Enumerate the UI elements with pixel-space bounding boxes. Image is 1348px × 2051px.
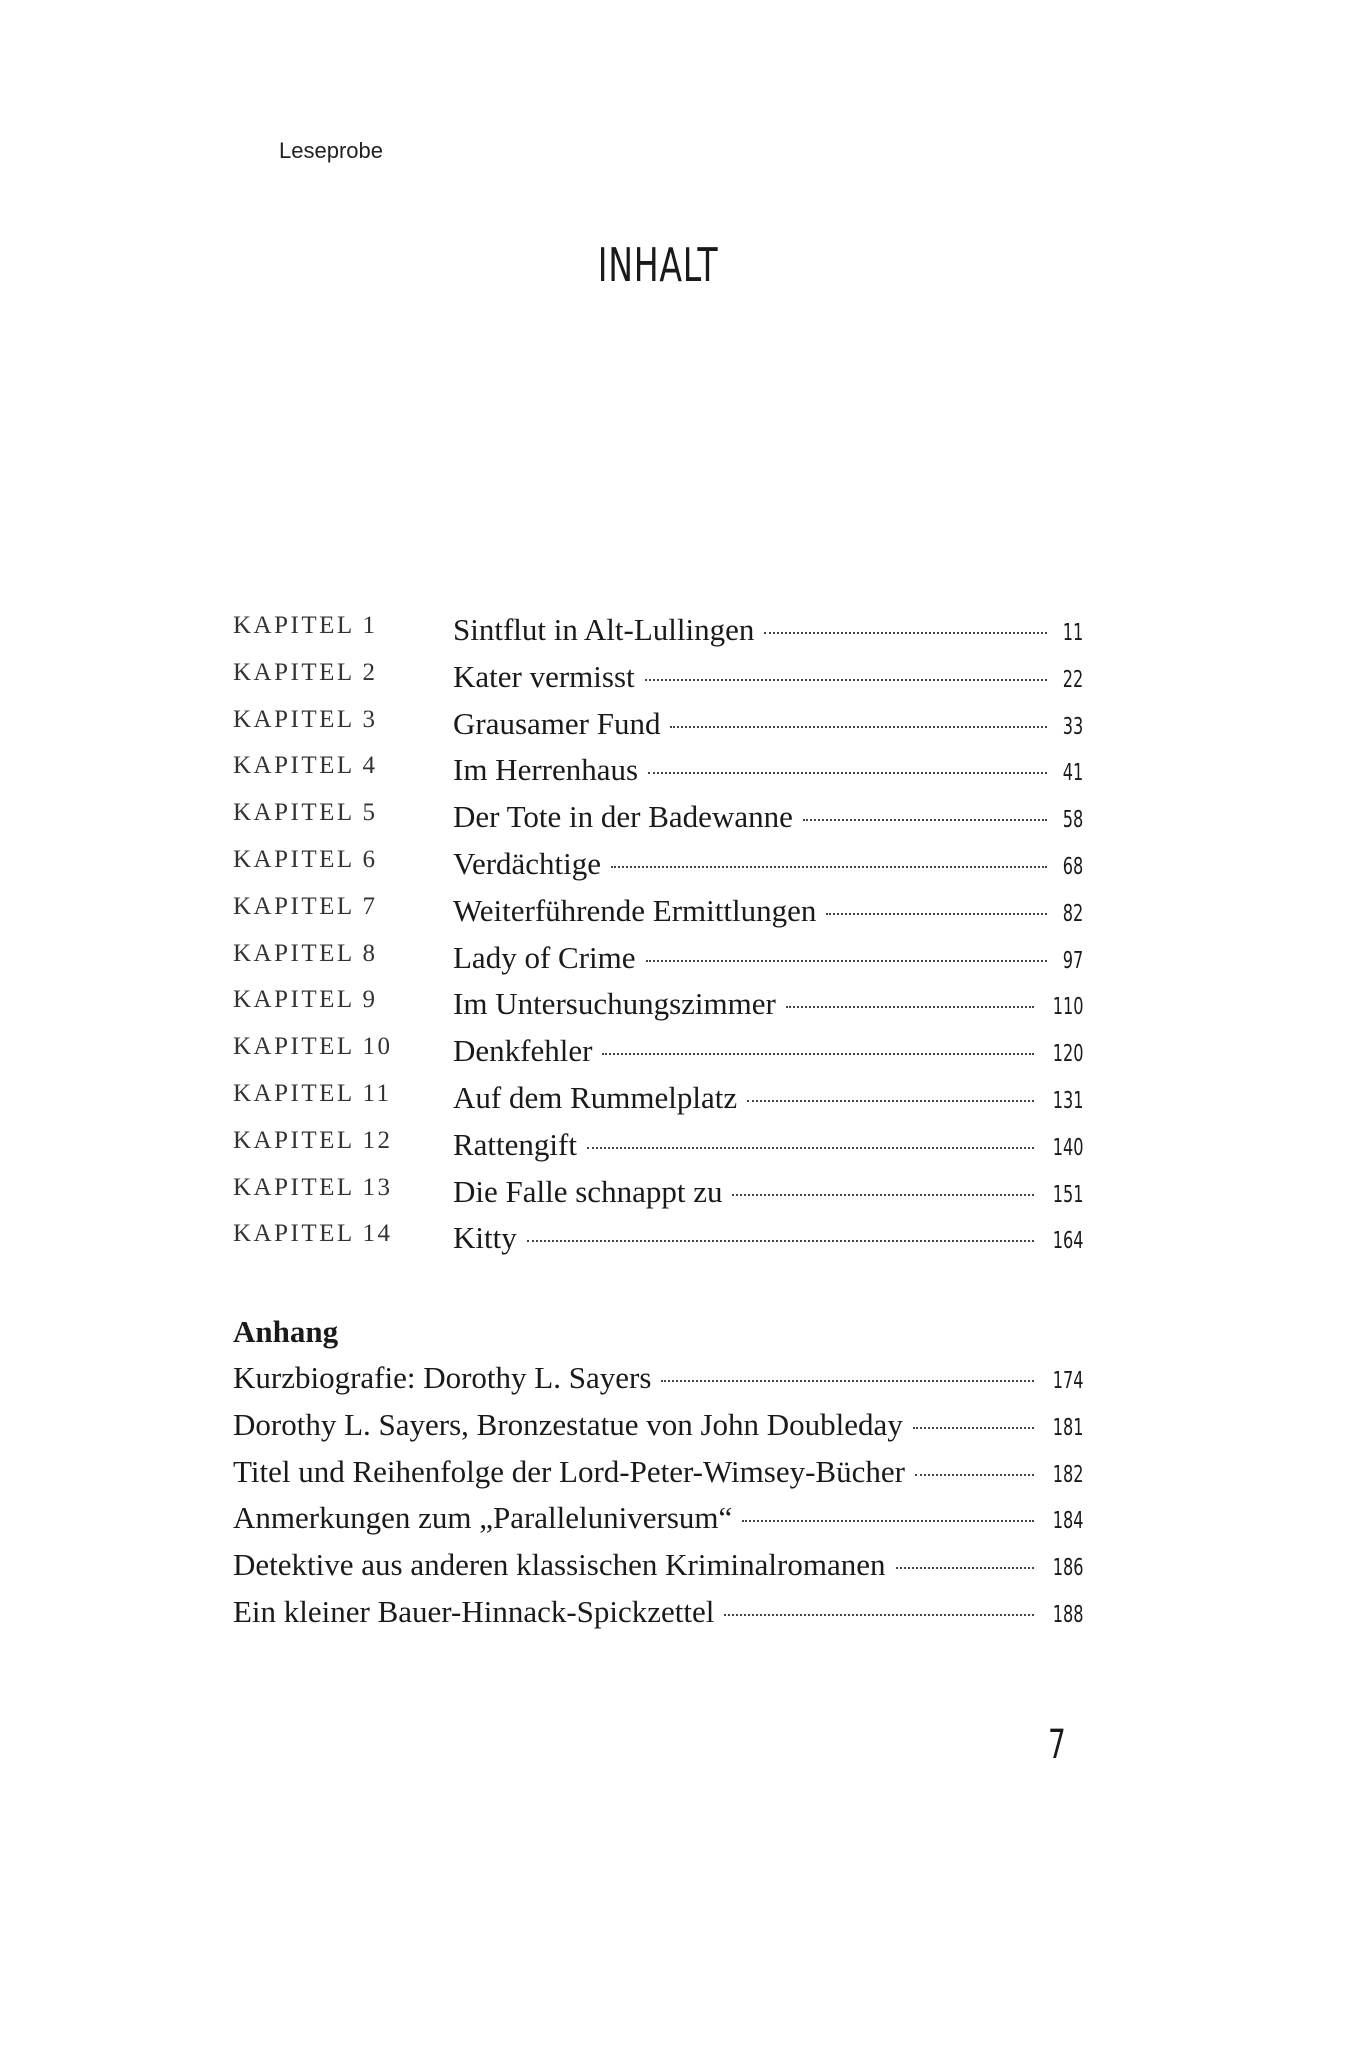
chapter-list <box>233 612 1083 1267</box>
appendix-title: Titel und Reihenfolge der Lord-Peter-Wimsey-Bücher <box>233 1453 905 1489</box>
page-ref: 68 <box>1062 853 1083 880</box>
appendix-title: Dorothy L. Sayers, Bronzestatue von John Doubleday <box>233 1406 903 1442</box>
leader-dots <box>602 1053 1033 1055</box>
page-ref: 11 <box>1062 620 1083 646</box>
leader-dots <box>826 913 1046 915</box>
page-ref: 182 <box>1052 1461 1083 1488</box>
chapter-number: KAPITEL 13 <box>233 1173 393 1201</box>
page-ref: 186 <box>1052 1555 1083 1582</box>
page-ref: 184 <box>1052 1508 1083 1535</box>
page-ref: 33 <box>1062 713 1083 740</box>
toc-row[interactable] <box>233 986 1083 1033</box>
leader-dots <box>764 632 1046 634</box>
page-ref: 188 <box>1052 1601 1083 1628</box>
page-ref: 151 <box>1052 1181 1083 1208</box>
chapter-number: KAPITEL 6 <box>233 845 378 873</box>
chapter-title: Verdächtige <box>453 845 602 881</box>
page-ref: 164 <box>1052 1228 1083 1255</box>
toc-row[interactable] <box>233 1033 1083 1080</box>
chapter-title: Lady of Crime <box>453 939 636 975</box>
chapter-number: KAPITEL 4 <box>233 752 378 780</box>
chapter-number: KAPITEL 11 <box>233 1079 392 1107</box>
toc-row[interactable] <box>233 1220 1083 1267</box>
toc-row[interactable] <box>233 1080 1083 1127</box>
appendix-row[interactable] <box>233 1454 1083 1501</box>
page-ref: 82 <box>1062 900 1083 927</box>
chapter-title: Auf dem Rummelplatz <box>453 1079 738 1115</box>
chapter-number: KAPITEL 1 <box>233 612 378 639</box>
toc-row[interactable] <box>233 612 1083 659</box>
leader-dots <box>786 1006 1034 1008</box>
chapter-number: KAPITEL 8 <box>233 939 378 967</box>
leader-dots <box>742 1520 1033 1522</box>
appendix-title: Kurzbiografie: Dorothy L. Sayers <box>233 1360 652 1395</box>
leader-dots <box>724 1614 1033 1616</box>
page-ref: 131 <box>1052 1087 1083 1114</box>
toc-row[interactable] <box>233 752 1083 799</box>
leader-dots <box>747 1100 1033 1102</box>
leader-dots <box>913 1427 1034 1429</box>
chapter-number: KAPITEL 7 <box>233 892 378 920</box>
appendix-row[interactable] <box>233 1547 1083 1594</box>
chapter-title: Der Tote in der Badewanne <box>453 799 793 835</box>
leader-dots <box>645 679 1047 681</box>
page-ref: 22 <box>1062 666 1083 693</box>
page-ref: 41 <box>1062 760 1083 787</box>
appendix-title: Anmerkungen zum „Paralleluniversum“ <box>233 1500 733 1536</box>
chapter-title: Sintflut in Alt-Lullingen <box>453 612 755 647</box>
toc-row[interactable] <box>233 893 1083 940</box>
chapter-title: Kitty <box>453 1220 517 1256</box>
chapter-title: Im Untersuchungszimmer <box>453 986 776 1022</box>
leader-dots <box>803 819 1047 821</box>
appendix-row[interactable] <box>233 1360 1083 1407</box>
leseprobe-label: Leseprobe <box>279 138 383 163</box>
chapter-number: KAPITEL 3 <box>233 705 378 733</box>
chapter-number: KAPITEL 9 <box>233 986 378 1014</box>
page-ref: 120 <box>1052 1041 1083 1068</box>
chapter-number: KAPITEL 14 <box>233 1220 393 1248</box>
chapter-title: Die Falle schnappt zu <box>453 1173 723 1209</box>
page-ref: 110 <box>1052 994 1083 1021</box>
appendix-title: Detektive aus anderen klassischen Kriminalromanen <box>233 1547 886 1583</box>
page-number: 7 <box>1048 1722 1066 1768</box>
leader-dots <box>648 772 1047 774</box>
appendix-row[interactable] <box>233 1594 1083 1641</box>
page-ref: 181 <box>1052 1414 1083 1441</box>
leader-dots <box>896 1567 1034 1569</box>
toc-row[interactable] <box>233 706 1083 753</box>
appendix-row[interactable] <box>233 1500 1083 1547</box>
toc-row[interactable] <box>233 659 1083 706</box>
leader-dots <box>527 1240 1034 1242</box>
appendix-list <box>233 1360 1083 1641</box>
leader-dots <box>661 1380 1033 1382</box>
toc-row[interactable] <box>233 799 1083 846</box>
leader-dots <box>670 726 1046 728</box>
chapter-title: Kater vermisst <box>453 658 635 694</box>
chapter-number: KAPITEL 2 <box>233 658 378 686</box>
toc-row[interactable] <box>233 940 1083 987</box>
chapter-title: Im Herrenhaus <box>453 752 639 788</box>
page-ref: 174 <box>1052 1368 1083 1394</box>
page-ref: 140 <box>1052 1134 1083 1161</box>
chapter-title: Denkfehler <box>453 1033 593 1069</box>
appendix-row[interactable] <box>233 1407 1083 1454</box>
leader-dots <box>915 1474 1034 1476</box>
chapter-title: Rattengift <box>453 1126 577 1162</box>
toc-row[interactable] <box>233 846 1083 893</box>
chapter-number: KAPITEL 10 <box>233 1033 393 1061</box>
appendix-heading: Anhang <box>233 1314 339 1349</box>
appendix-title: Ein kleiner Bauer-Hinnack-Spickzettel <box>233 1593 715 1629</box>
leader-dots <box>611 866 1047 868</box>
toc-row[interactable] <box>233 1127 1083 1174</box>
chapter-number: KAPITEL 5 <box>233 799 378 827</box>
page-ref: 58 <box>1062 807 1083 834</box>
leader-dots <box>732 1194 1033 1196</box>
toc-row[interactable] <box>233 1174 1083 1221</box>
chapter-title: Weiterführende Ermittlungen <box>453 892 817 928</box>
chapter-number: KAPITEL 12 <box>233 1126 393 1154</box>
leader-dots <box>646 960 1047 962</box>
leader-dots <box>587 1147 1034 1149</box>
page-ref: 97 <box>1062 947 1083 974</box>
chapter-title: Grausamer Fund <box>453 705 661 741</box>
page-title: INHALT <box>597 238 719 292</box>
